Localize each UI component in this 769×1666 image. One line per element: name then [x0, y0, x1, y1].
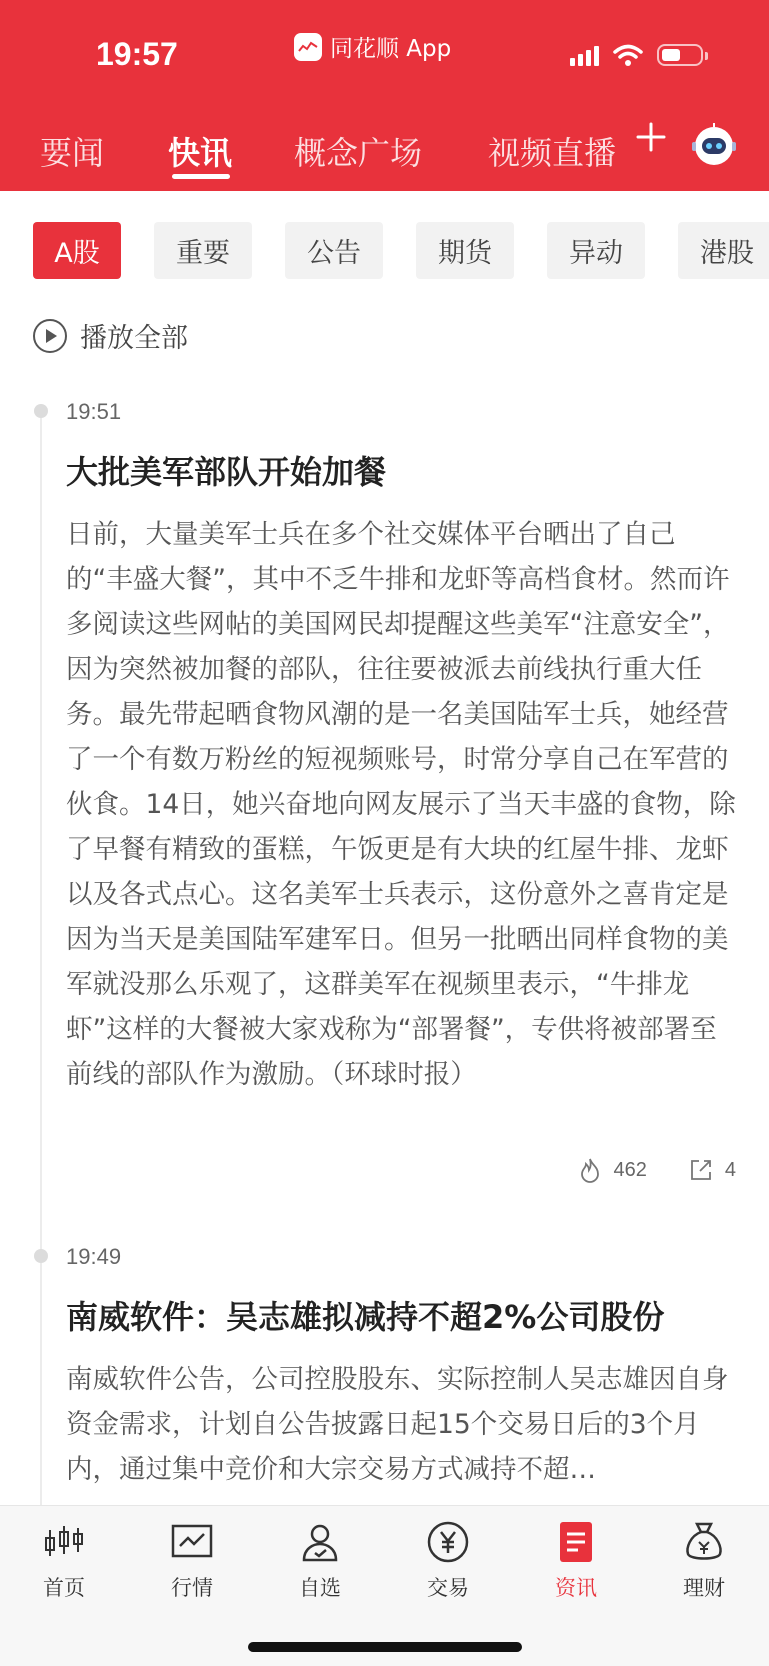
nav-news[interactable]	[531, 1520, 621, 1602]
nav-watchlist[interactable]	[275, 1520, 365, 1602]
share-icon[interactable]	[687, 1156, 715, 1184]
nav-market[interactable]	[147, 1520, 237, 1602]
tab-headlines[interactable]: 要闻	[40, 134, 105, 172]
status-icons	[570, 44, 703, 66]
status-time: 19:57	[96, 36, 178, 72]
timeline-dot	[34, 1249, 48, 1263]
money-bag-icon	[682, 1520, 726, 1564]
nav-wealth[interactable]	[659, 1520, 749, 1602]
chip-hk-stock[interactable]: 港股	[678, 222, 769, 279]
signal-icon	[570, 44, 599, 66]
active-tab-indicator	[172, 174, 230, 179]
news-title[interactable]: 南威软件：吴志雄拟减持不超2%公司股份	[66, 1298, 665, 1336]
chip-a-share[interactable]: A股	[33, 222, 121, 279]
chip-important[interactable]: 重要	[154, 222, 252, 279]
battery-icon	[657, 44, 703, 66]
app-title	[294, 30, 451, 63]
yuan-icon	[426, 1520, 470, 1564]
play-all-button[interactable]	[32, 316, 188, 355]
home-indicator[interactable]	[248, 1642, 522, 1652]
news-body: 南威软件公告，公司控股股东、实际控制人吴志雄因自身资金需求，计划自公告披露日起15个交易日后的3个月内，通过集中竞价和大宗交易方式减持不超…	[66, 1364, 729, 1485]
chip-announcement[interactable]: 公告	[285, 222, 383, 279]
nav-trade[interactable]	[403, 1520, 493, 1602]
news-item[interactable]	[66, 396, 736, 1181]
nav-market-label: 行情	[171, 1576, 213, 1600]
app-name-label: 同花顺 App	[330, 36, 452, 62]
category-chips	[0, 222, 769, 280]
chart-icon	[170, 1520, 214, 1564]
timeline-dot	[34, 404, 48, 418]
nav-news-label: 资讯	[555, 1576, 597, 1600]
news-title[interactable]: 大批美军部队开始加餐	[66, 453, 387, 491]
play-all-label: 播放全部	[80, 323, 188, 354]
news-item[interactable]	[66, 1241, 736, 1492]
news-time: 19:49	[66, 1244, 122, 1269]
timeline-line	[40, 412, 42, 1512]
nav-home-label: 首页	[43, 1576, 85, 1600]
robot-assistant-icon[interactable]	[690, 122, 738, 166]
like-count: 462	[613, 1158, 647, 1181]
chip-movement[interactable]: 异动	[547, 222, 645, 279]
news-icon	[554, 1520, 598, 1564]
nav-watchlist-label: 自选	[299, 1576, 341, 1600]
user-check-icon	[298, 1520, 342, 1564]
tab-flash-news[interactable]: 快讯	[168, 134, 233, 172]
nav-trade-label: 交易	[427, 1576, 469, 1600]
nav-wealth-label: 理财	[683, 1576, 725, 1600]
add-tab-icon[interactable]	[634, 120, 668, 154]
share-count: 4	[724, 1158, 736, 1181]
flame-icon[interactable]	[576, 1156, 604, 1184]
play-icon	[32, 318, 68, 354]
news-body: 日前，大量美军士兵在多个社交媒体平台晒出了自己的“丰盛大餐”，其中不乏牛排和龙虾等高档食材。然而许多阅读这些网帖的美国网民却提醒这些美军“注意安全”，因为突然被加餐的部队，往往要被派去前线执行重大任务。最先带起晒食物风潮的是一名美国陆军士兵，她经营了一个有数万粉丝的短视频账号，时常分享自己在军营的伙食。14日，她兴奋地向网友展示了当天丰盛的食物，除了早餐有精致的蛋糕，午饭更是有大块的红屋牛排、龙虾以及各式点心。这名美军士兵表示，这份意外之喜肯定是因为当天是美国陆军建军日。但另一批晒出同样食物的美军就没那么乐观了，这群美军在视频里表示，“牛排龙虾”这样的大餐被大家戏称为“部署餐”，专供将被部署至前线的部队作为激励。（环球时报）	[66, 519, 736, 1090]
candlestick-icon	[42, 1520, 86, 1564]
news-time: 19:51	[66, 399, 122, 424]
tab-video-live[interactable]: 视频直播	[488, 134, 617, 172]
nav-home[interactable]	[19, 1520, 109, 1602]
app-header	[0, 0, 769, 191]
wifi-icon	[613, 44, 643, 66]
news-stats	[576, 1156, 737, 1184]
chip-futures[interactable]: 期货	[416, 222, 514, 279]
app-logo-icon	[294, 33, 322, 61]
tab-concept-square[interactable]: 概念广场	[294, 134, 423, 172]
